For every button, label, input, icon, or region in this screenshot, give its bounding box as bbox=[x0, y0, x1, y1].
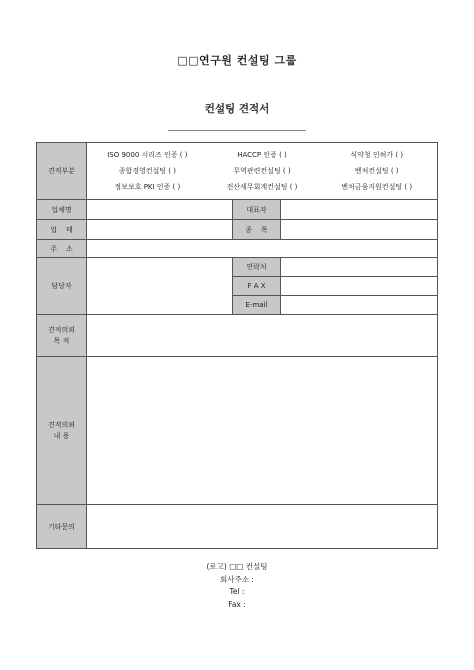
business-item-field[interactable] bbox=[281, 220, 438, 240]
option-management[interactable]: 종합경영컨설팅 ( ) bbox=[118, 167, 176, 175]
ceo-field[interactable] bbox=[281, 200, 438, 220]
footer-fax: Fax : bbox=[228, 599, 246, 609]
option-trade[interactable]: 무역관련컨설팅 ( ) bbox=[233, 167, 291, 175]
option-kfda[interactable]: 식약청 인허가 ( ) bbox=[350, 151, 404, 159]
option-tax-accounting[interactable]: 전산세무회계컨설팅 ( ) bbox=[226, 183, 298, 191]
address-label: 주 소 bbox=[37, 240, 87, 258]
option-pki[interactable]: 정보보호 PKI 인증 ( ) bbox=[114, 183, 181, 191]
purpose-row bbox=[37, 315, 438, 357]
ceo-label: 대표자 bbox=[233, 200, 281, 220]
other-inquiry-field[interactable] bbox=[87, 505, 438, 549]
company-row bbox=[37, 200, 438, 220]
category-label: 견적부분 bbox=[37, 143, 87, 200]
business-type-label: 업 태 bbox=[37, 220, 87, 240]
content-field[interactable] bbox=[87, 357, 438, 505]
email-field[interactable] bbox=[281, 296, 438, 315]
address-row bbox=[37, 240, 438, 258]
contact-person-field[interactable] bbox=[87, 258, 233, 315]
purpose-field[interactable] bbox=[87, 315, 438, 357]
business-item-label: 종 목 bbox=[233, 220, 281, 240]
estimate-form-table bbox=[36, 142, 438, 549]
content-label: 견적의뢰 내 용 bbox=[37, 357, 87, 505]
phone-field[interactable] bbox=[281, 258, 438, 277]
email-label: E-mail bbox=[233, 296, 281, 315]
purpose-label: 견적의뢰 목 적 bbox=[37, 315, 87, 357]
footer-address: 회사주소 : bbox=[220, 574, 254, 584]
contact-person-label: 담당자 bbox=[37, 258, 87, 315]
other-row bbox=[37, 505, 438, 549]
address-field[interactable] bbox=[87, 240, 438, 258]
category-options bbox=[87, 143, 438, 200]
category-row bbox=[37, 143, 438, 200]
footer-logo-line: (로고) □□ 컨설팅 bbox=[206, 562, 268, 571]
org-title: □□연구원 컨설팅 그룹 bbox=[177, 54, 297, 67]
phone-label: 연락처 bbox=[233, 258, 281, 277]
content-row bbox=[37, 357, 438, 505]
company-footer bbox=[0, 561, 474, 611]
business-type-field[interactable] bbox=[87, 220, 233, 240]
title-divider bbox=[168, 130, 306, 131]
phone-row bbox=[37, 258, 438, 277]
business-row bbox=[37, 220, 438, 240]
option-venture-finance[interactable]: 벤처금융지원컨설팅 ( ) bbox=[341, 183, 413, 191]
document-title: 컨설팅 견적서 bbox=[204, 103, 270, 115]
company-field[interactable] bbox=[87, 200, 233, 220]
option-haccp[interactable]: HACCP 인증 ( ) bbox=[237, 151, 287, 159]
fax-label: F A X bbox=[233, 277, 281, 296]
fax-field[interactable] bbox=[281, 277, 438, 296]
other-inquiry-label: 기타문의 bbox=[37, 505, 87, 549]
option-iso9000[interactable]: ISO 9000 시리즈 인증 ( ) bbox=[107, 151, 188, 159]
option-venture[interactable]: 벤처컨설팅 ( ) bbox=[354, 167, 399, 175]
footer-tel: Tel : bbox=[229, 587, 245, 596]
company-label: 업체명 bbox=[37, 200, 87, 220]
